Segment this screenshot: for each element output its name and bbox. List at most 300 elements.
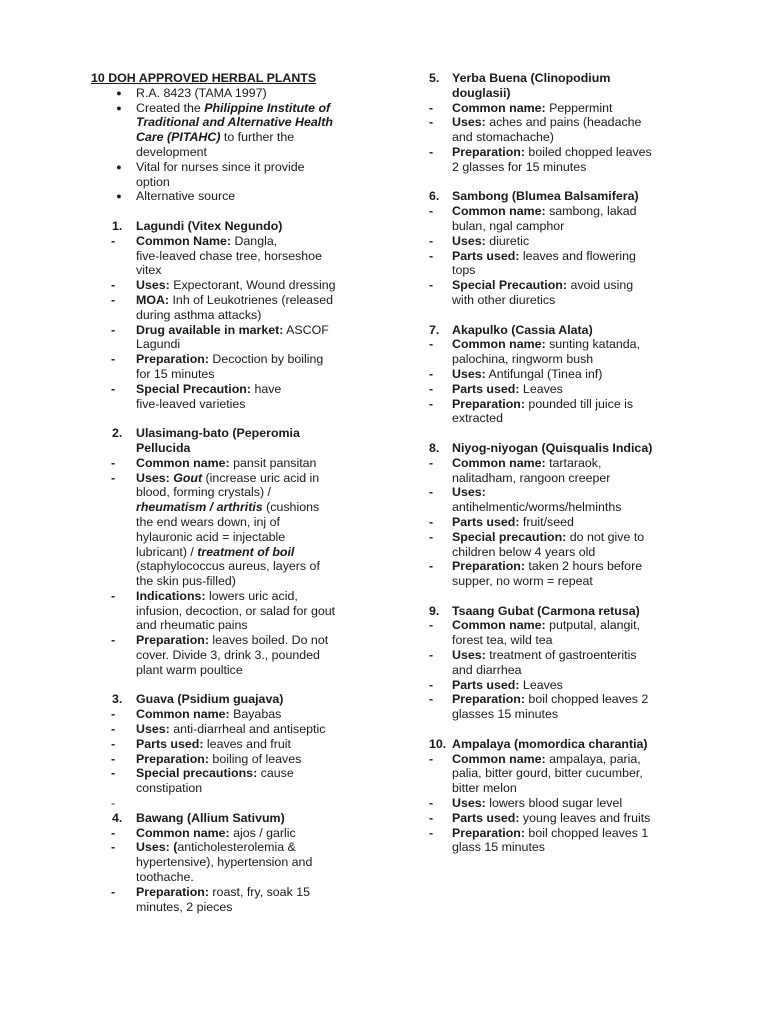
text-labels-indications: Indications:: [136, 588, 206, 603]
text-labels-dash: -: [111, 840, 116, 855]
text-labels-uses: Uses:: [452, 233, 486, 248]
text-line: [136, 101, 330, 116]
intro-bullet: [91, 86, 391, 101]
text-line: [91, 840, 391, 855]
spacer: [429, 308, 679, 323]
text-line: [91, 293, 391, 308]
text-line: [91, 130, 391, 145]
text-p4-uses-3: toothache.: [136, 870, 194, 885]
text-labels-common-name: Common name:: [136, 455, 230, 470]
text-line: [136, 293, 333, 308]
text-line: [136, 130, 220, 144]
plant-heading: [429, 441, 679, 456]
text-line: [91, 781, 391, 796]
text-line: [91, 500, 391, 515]
text-line: [91, 530, 391, 545]
text-line: [429, 530, 679, 545]
text-p1-drug-1: ASCOF: [283, 322, 329, 337]
text-p4-prep-1: roast, fry, soak 15: [208, 884, 310, 899]
text-intro-ra: R.A. 8423 (TAMA 1997): [136, 85, 267, 100]
bullet-dot-icon: ●: [116, 87, 122, 98]
text-line: [452, 826, 648, 841]
text-line: [452, 811, 650, 826]
plant-name: Tsaang Gubat (Carmona retusa): [452, 603, 640, 618]
text-line: [91, 337, 391, 352]
text-p10-prep-1: boil chopped leaves 1: [524, 825, 649, 840]
text-line: [197, 545, 294, 559]
text-line: [136, 692, 283, 707]
text-labels-parts-used: Parts used:: [452, 514, 520, 529]
text-line: [452, 515, 574, 530]
text-p7-num: 7.: [429, 322, 440, 337]
text-line: [429, 411, 679, 426]
text-line: [91, 707, 391, 722]
text-labels-dash: -: [429, 751, 434, 766]
text-p8-prep-2: supper, no worm = repeat: [452, 574, 593, 589]
text-labels-dash: -: [429, 648, 434, 663]
spacer: [91, 411, 391, 426]
text-labels-dash: -: [429, 248, 434, 263]
text-line: [136, 737, 291, 752]
text-line: [91, 900, 391, 915]
text-p4-uses-1b: anticholesterolemia &: [177, 840, 296, 855]
text-line: [429, 545, 679, 560]
text-p10-prep-2: glass 15 minutes: [452, 840, 545, 855]
text-labels-special-precaution: Special precaution:: [452, 529, 567, 544]
text-line: [136, 426, 300, 441]
text-labels-preparation: Preparation:: [452, 396, 525, 411]
text-p6-parts-2: tops: [452, 263, 476, 278]
text-line: [429, 101, 679, 116]
text-p10-common-3: bitter melon: [452, 781, 517, 796]
text-line: [452, 189, 639, 204]
text-line: [429, 263, 679, 278]
text-labels-dash: -: [429, 485, 434, 500]
text-line: [452, 648, 637, 663]
text-p7-prep-2: extracted: [452, 411, 503, 426]
text-line: [429, 219, 679, 234]
text-p5-name-2: douglasii): [452, 85, 511, 100]
text-labels-preparation: Preparation:: [452, 825, 525, 840]
text-line: [429, 559, 679, 574]
text-p5-common: Peppermint: [545, 100, 613, 115]
spacer: [91, 678, 391, 693]
text-p8-num: 8.: [429, 440, 440, 455]
text-labels-dash: -: [111, 292, 116, 307]
text-p2-prep-1: leaves boiled. Do not: [208, 633, 329, 648]
text-p9-uses-1: treatment of gastroenteritis: [485, 648, 637, 663]
text-p2-uses-6a: lubricant) /: [136, 544, 198, 559]
text-line: [452, 796, 622, 811]
right-column: [429, 71, 679, 855]
text-labels-dash: -: [429, 396, 434, 411]
text-line: [136, 840, 296, 855]
text-line: [91, 382, 391, 397]
text-line: [429, 397, 679, 412]
text-line: [91, 71, 391, 86]
text-line: [429, 382, 679, 397]
plant-heading: [429, 323, 679, 338]
text-labels-preparation: Preparation:: [452, 144, 525, 159]
text-labels-dash: -: [429, 692, 434, 707]
spacer: [429, 175, 679, 190]
text-p9-parts: Leaves: [519, 677, 563, 692]
text-line: [429, 574, 679, 589]
text-line: [136, 115, 333, 130]
text-p4-num: 4.: [112, 810, 123, 825]
text-line: [452, 382, 563, 397]
text-labels-dash: -: [429, 204, 434, 219]
text-labels-dash: -: [111, 322, 116, 337]
text-labels-dash: -: [429, 618, 434, 633]
text-line: [91, 485, 391, 500]
text-line: [136, 456, 316, 471]
text-line: [429, 796, 679, 811]
text-line: [452, 323, 593, 338]
text-p1-spec-1: have: [251, 381, 282, 396]
text-p2-uses-7: (staphylococcus aureus, layers of: [136, 559, 320, 574]
intro-bullet: [91, 101, 391, 116]
text-p3-common: Bayabas: [229, 707, 282, 722]
text-p6-num: 6.: [429, 189, 440, 204]
text-line: [452, 559, 642, 574]
text-p7-common-1: sunting katanda,: [545, 337, 641, 352]
text-p8-parts: fruit/seed: [519, 514, 574, 529]
text-labels-common-name: Common name:: [136, 825, 230, 840]
text-line: [429, 86, 679, 101]
text-labels-dash: -: [429, 115, 434, 130]
text-labels-special-precautions: Special precautions:: [136, 766, 258, 781]
text-labels-uses: Uses:: [452, 796, 486, 811]
text-line: [452, 234, 529, 249]
plant-heading: [429, 604, 679, 619]
text-labels-uses: Uses:: [452, 485, 486, 500]
text-line: [429, 115, 679, 130]
left-column: [91, 71, 391, 914]
text-p2-ind-3: and rheumatic pains: [136, 618, 248, 633]
text-p9-prep-1: boil chopped leaves 2: [524, 692, 649, 707]
text-p8-prep-1: taken 2 hours before: [524, 559, 643, 574]
text-p6-spec-1: avoid using: [567, 278, 634, 293]
text-p10-common-2: palia, bitter gourd, bitter cucumber,: [452, 766, 643, 781]
text-labels-moa: MOA:: [136, 292, 170, 307]
text-p4-uses-1a: (: [169, 840, 178, 855]
text-labels-dash: -: [111, 633, 116, 648]
text-p3-spec-2: constipation: [136, 781, 203, 796]
plant-heading: [429, 189, 679, 204]
text-p2-name-2: Pellucida: [136, 440, 191, 455]
text-p8-spec-2: children below 4 years old: [452, 544, 596, 559]
bullet-dot-icon: ●: [116, 161, 122, 172]
text-p2-uses-8: the skin pus-filled): [136, 574, 236, 589]
text-line: [452, 204, 637, 219]
plant-name: Bawang (Allium Sativum): [136, 810, 285, 825]
text-labels-common-name: Common name:: [452, 100, 546, 115]
text-p9-num: 9.: [429, 603, 440, 618]
text-labels-dash: -: [429, 144, 434, 159]
text-labels-uses: Uses:: [136, 722, 170, 737]
text-p9-common-2: forest tea, wild tea: [452, 633, 553, 648]
text-line: [91, 648, 391, 663]
text-p6-spec-2: with other diuretics: [452, 292, 556, 307]
text-line: [452, 397, 633, 412]
text-labels-preparation: Preparation:: [452, 692, 525, 707]
text-p2-rheum: rheumatism / arthritis: [136, 500, 263, 515]
text-intro-pitahc-2: Traditional and Alternative Health: [136, 115, 333, 130]
text-p5-uses-1: aches and pains (headache: [485, 115, 642, 130]
document-title: 10 DOH APPROVED HERBAL PLANTS: [91, 71, 317, 85]
text-line: [91, 826, 391, 841]
plant-heading: [429, 71, 679, 86]
text-labels-dash: -: [111, 707, 116, 722]
text-p9-common-1: putputal, alangit,: [545, 618, 641, 633]
text-line: [429, 811, 679, 826]
text-line: [429, 752, 679, 767]
plant-heading: [91, 692, 391, 707]
text-p2-uses-5: hylauronic acid = injectable: [136, 529, 286, 544]
text-line: [136, 500, 263, 514]
intro-bullet: [91, 160, 391, 175]
text-line: [136, 323, 329, 338]
intro-bullet: [91, 189, 391, 204]
text-line: [429, 707, 679, 722]
text-p4-uses-2: hypertensive), hypertension and: [136, 855, 313, 870]
spacer: [429, 589, 679, 604]
text-line: [91, 559, 391, 574]
text-line: [91, 115, 391, 130]
text-p4-prep-2: minutes, 2 pieces: [136, 899, 233, 914]
text-line: [91, 367, 391, 382]
text-labels-dash: -: [429, 381, 434, 396]
text-line: [429, 500, 679, 515]
text-line: [91, 456, 391, 471]
text-p2-uses-2: blood, forming crystals) /: [136, 485, 271, 500]
plant-name: Sambong (Blumea Balsamifera): [452, 189, 639, 204]
text-line: [91, 766, 391, 781]
text-p7-parts: Leaves: [519, 381, 563, 396]
text-line: [91, 752, 391, 767]
text-p5-prep-1: boiled chopped leaves: [524, 144, 652, 159]
text-line: [91, 545, 391, 560]
text-line: [91, 145, 391, 160]
text-labels-dash: -: [429, 677, 434, 692]
text-line: [452, 71, 610, 86]
text-line: [91, 234, 391, 249]
text-labels-dash: -: [111, 278, 116, 293]
text-line: [91, 471, 391, 486]
text-line: [452, 101, 612, 116]
text-line: [452, 337, 640, 352]
text-intro-created-prefix: Created the: [136, 100, 205, 115]
text-line: [91, 249, 391, 264]
text-line: [429, 352, 679, 367]
text-labels-common-name: Common name:: [452, 751, 546, 766]
text-p6-uses: diuretic: [485, 233, 530, 248]
text-p10-parts: young leaves and fruits: [519, 810, 651, 825]
text-line: [452, 278, 633, 293]
text-line: [429, 663, 679, 678]
plant-name: Akapulko (Cassia Alata): [452, 322, 593, 337]
text-labels-dash: -: [429, 825, 434, 840]
text-labels-dash: -: [111, 233, 116, 248]
text-line: [136, 352, 323, 367]
text-p3-num: 3.: [112, 692, 123, 707]
text-labels-special-precaution-cap: Special Precaution:: [136, 381, 251, 396]
text-p2-prep-3: plant warm poultice: [136, 662, 243, 677]
plant-heading: [429, 737, 679, 752]
plant-name: Ulasimang-bato (Peperomia: [136, 426, 300, 441]
text-p2-ind-1: lowers uric acid,: [205, 588, 298, 603]
text-labels-dash: -: [429, 278, 434, 293]
text-p2-num: 2.: [112, 426, 123, 441]
text-line: [136, 441, 190, 456]
text-line: [452, 530, 644, 545]
text-line: [91, 722, 391, 737]
text-intro-pitahc-3: Care (PITAHC): [136, 130, 221, 145]
text-p1-num: 1.: [112, 218, 123, 233]
text-p7-common-2: palochina, ringworm bush: [452, 352, 594, 367]
text-intro-pitahc-1: Philippine Institute of: [204, 100, 331, 115]
text-line: [429, 204, 679, 219]
text-line: [91, 663, 391, 678]
text-labels-dash: -: [429, 810, 434, 825]
text-line: [91, 308, 391, 323]
text-labels-dash: -: [111, 381, 116, 396]
text-line: [91, 323, 391, 338]
spacer: [429, 426, 679, 441]
text-line: [452, 752, 641, 767]
text-labels-parts-used: Parts used:: [452, 381, 520, 396]
text-line: [136, 811, 285, 826]
text-line: [91, 441, 391, 456]
text-line: [452, 115, 641, 130]
text-line: [136, 633, 328, 648]
text-labels-dash: -: [429, 455, 434, 470]
text-p8-common-2: nalitadham, rangoon creeper: [452, 470, 611, 485]
text-p3-spec-1: cause: [257, 766, 294, 781]
text-line: [136, 826, 296, 841]
text-p5-prep-2: 2 glasses for 15 minutes: [452, 159, 587, 174]
text-p6-parts-1: leaves and flowering: [519, 248, 636, 263]
text-line: [429, 234, 679, 249]
text-labels-preparation: Preparation:: [452, 559, 525, 574]
text-line: [429, 781, 679, 796]
text-p5-uses-2: and stomachache): [452, 130, 554, 145]
text-labels-dash: -: [429, 337, 434, 352]
bullet-dot-icon: ●: [116, 191, 122, 202]
text-labels-common-name: Common name:: [136, 707, 230, 722]
text-p2-uses-1: (increase uric acid in: [202, 470, 320, 485]
text-line: [429, 826, 679, 841]
text-labels-uses: Uses:: [452, 648, 486, 663]
text-p9-prep-2: glasses 15 minutes: [452, 707, 559, 722]
text-line: [91, 352, 391, 367]
text-line: [452, 678, 563, 693]
text-line: [429, 278, 679, 293]
text-p4-common: ajos / garlic: [229, 825, 296, 840]
text-labels-parts-used: Parts used:: [452, 248, 520, 263]
text-labels-preparation: Preparation:: [136, 751, 209, 766]
text-labels-parts-used: Parts used:: [136, 736, 204, 751]
text-line: [452, 485, 486, 500]
text-line: [91, 855, 391, 870]
plant-name: Ampalaya (momordica charantia): [452, 736, 648, 751]
text-p8-spec-1: do not give to: [566, 529, 645, 544]
text-p2-ind-2: infusion, decoction, or salad for gout: [136, 603, 336, 618]
text-labels-dash: -: [429, 366, 434, 381]
text-line: [91, 870, 391, 885]
text-line: [136, 545, 294, 560]
text-labels-uses: Uses:: [136, 278, 170, 293]
text-labels-dash: -: [111, 455, 116, 470]
text-line: [136, 115, 333, 129]
text-line: [429, 471, 679, 486]
text-p10-common-1: ampalaya, paria,: [545, 751, 641, 766]
text-labels-common-name: Common name:: [452, 618, 546, 633]
text-labels-dash: -: [429, 559, 434, 574]
text-intro-development: development: [136, 144, 207, 159]
text-line: [136, 278, 336, 293]
text-labels-dash: -: [111, 766, 116, 781]
text-p8-common-1: tartaraok,: [545, 455, 602, 470]
text-labels-dash: -: [429, 796, 434, 811]
text-line: [429, 293, 679, 308]
text-labels-dash: -: [111, 825, 116, 840]
text-labels-parts-used: Parts used:: [452, 810, 520, 825]
plant-heading: [91, 811, 391, 826]
text-line: [91, 796, 391, 811]
text-p7-prep-1: pounded till juice is: [524, 396, 634, 411]
text-line: [452, 737, 648, 752]
text-p1-moa-1: Inh of Leukotrienes (released: [169, 292, 333, 307]
text-line: [429, 456, 679, 471]
text-line: [429, 130, 679, 145]
text-labels-dash: -: [111, 722, 116, 737]
text-labels-dash: -: [111, 588, 116, 603]
text-labels-dash: -: [429, 529, 434, 544]
plant-name: Yerba Buena (Clinopodium: [452, 71, 611, 85]
text-p5-num: 5.: [429, 71, 440, 85]
text-p7-uses: Antifungal (Tinea inf): [485, 366, 603, 381]
text-line: [452, 441, 652, 456]
text-intro-created-suffix: to further the: [220, 130, 295, 145]
text-p1-prep-1: Decoction by boiling: [208, 352, 324, 367]
spacer: [91, 204, 391, 219]
text-p6-common-2: bulan, ngal camphor: [452, 218, 565, 233]
text-p3-prep: boiling of leaves: [208, 751, 302, 766]
text-line: [136, 885, 310, 900]
text-line: [429, 515, 679, 530]
text-line: [429, 766, 679, 781]
text-labels-uses: Uses:: [136, 840, 170, 855]
text-line: [136, 752, 301, 767]
text-line: [429, 692, 679, 707]
text-line: [91, 633, 391, 648]
text-p1-moa-2: during asthma attacks): [136, 307, 262, 322]
text-labels-uses: Uses:: [136, 470, 170, 485]
text-line: [136, 219, 282, 234]
text-labels-dash: -: [111, 736, 116, 751]
text-labels-dash: -: [111, 796, 116, 811]
text-labels-common-name: Common name:: [452, 337, 546, 352]
plant-name: Lagundi (Vitex Negundo): [136, 218, 283, 233]
text-line: [91, 589, 391, 604]
plant-name: Guava (Psidium guajava): [136, 692, 284, 707]
text-line: [452, 145, 652, 160]
text-p1-uses: Expectorant, Wound dressing: [169, 278, 336, 293]
plant-heading: [91, 219, 391, 234]
text-line: [91, 278, 391, 293]
